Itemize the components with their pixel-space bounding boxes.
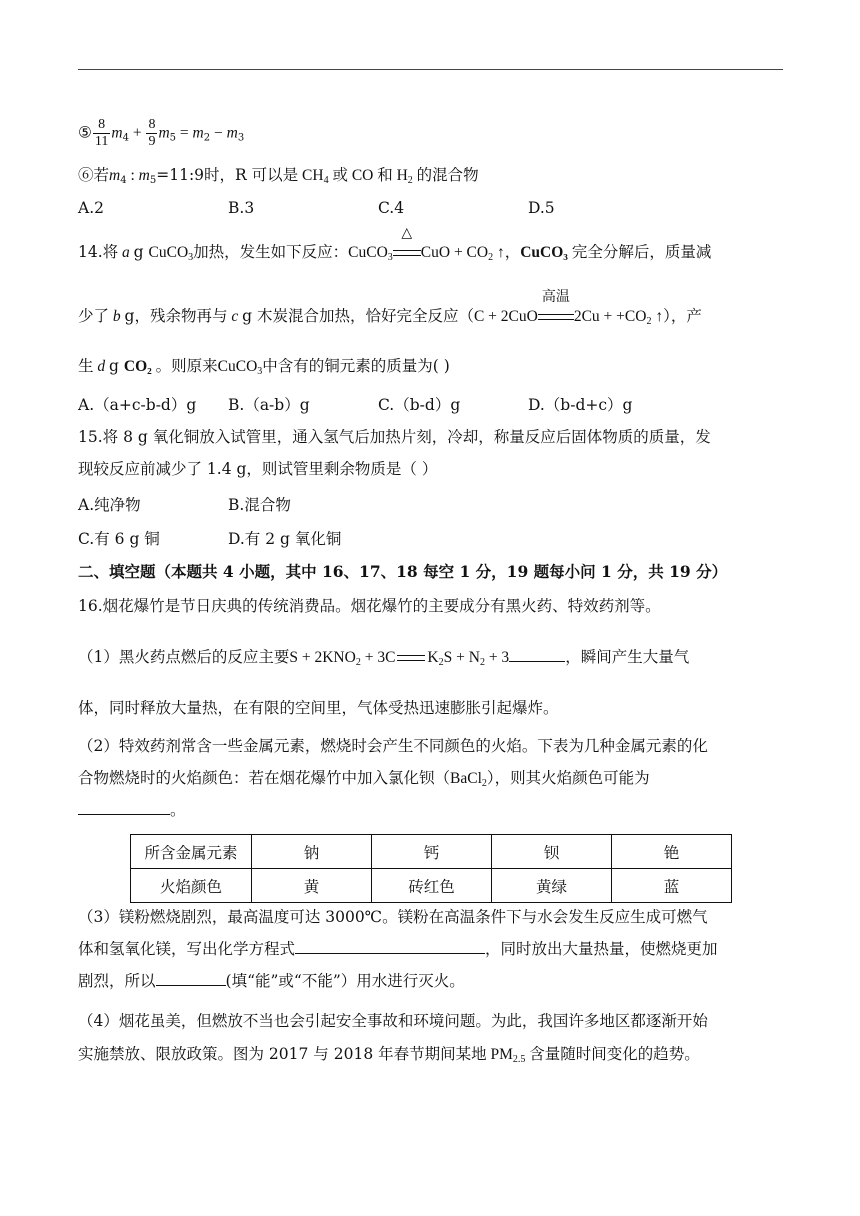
table-cell: 钡 <box>492 835 612 869</box>
flame-color-table <box>130 834 732 903</box>
q16-part2-line1: （2）特效药剂常含一些金属元素，燃烧时会产生不同颜色的火焰。下表为几种金属元素的化 <box>78 737 708 755</box>
q15-line2: 现较反应前减少了 1.4 g，则试管里剩余物质是（ ） <box>78 460 438 478</box>
q16-part2-line2: 合物燃烧时的火焰颜色：若在烟花爆竹中加入氯化钡（BaCl$_2$），则其火焰颜色可能为 <box>78 769 650 789</box>
table-cell: 砖红色 <box>372 869 492 903</box>
table-cell: 火焰颜色 <box>131 869 252 903</box>
q13-item5: ⑤ $\frac{8}{11}$ $m_4$ + $\frac{8}{9}$ $m_5 = m_2 - m_3$ <box>78 117 245 149</box>
table-cell: 所含金属元素 <box>131 835 252 869</box>
q13-option-a: A.2 <box>78 199 104 217</box>
table-cell: 钙 <box>372 835 492 869</box>
q15-option-d: D.有 2 g 氧化铜 <box>228 530 342 548</box>
q16-part3-line3: 剧烈，所以 (填“能”或“不能”）用水进行灭火。 <box>78 972 465 990</box>
q14-option-d: D.（b-d+c）g <box>528 396 633 414</box>
section2-heading: 二、填空题（本题共 4 小题，其中 16、17、18 每空 1 分，19 题每小问 1 分，共 19 分） <box>78 562 728 581</box>
q16-part2-line3: 。 <box>78 799 186 821</box>
q14-line3: 生 d g CO₂ 。则原来CuCO$_3$中含有的铜元素的质量为( ) <box>78 357 450 377</box>
table-cell: 黄绿 <box>492 869 612 903</box>
q14-option-a: A.（a+c-b-d）g <box>78 396 197 414</box>
q13-option-c: C.4 <box>378 199 405 217</box>
table-cell: 铯 <box>612 835 732 869</box>
header-rule <box>78 69 783 70</box>
q16-blank-1[interactable] <box>509 647 565 662</box>
q14-condition-label: 高温 <box>541 289 570 305</box>
table-cell: 黄 <box>252 869 372 903</box>
q15-option-a: A.纯净物 <box>78 496 141 514</box>
q16-part4-line1: （4）烟花虽美，但燃放不当也会引起安全事故和环境问题。为此，我国许多地区都逐渐开始 <box>78 1012 708 1030</box>
q16-intro: 16.烟花爆竹是节日庆典的传统消费品。烟花爆竹的主要成分有黑火药、特效药剂等。 <box>78 597 661 615</box>
q13-option-b: B.3 <box>228 199 255 217</box>
q16-blank-2[interactable] <box>78 800 170 815</box>
q13-option-d: D.5 <box>528 199 555 217</box>
q15-option-b: B.混合物 <box>228 496 291 514</box>
q16-part3-line2: 体和氢氧化镁，写出化学方程式 ，同时放出大量热量，使燃烧更加 <box>78 940 718 958</box>
q16-blank-4[interactable] <box>156 971 226 986</box>
table-row <box>131 869 732 903</box>
q14-line2: 少了 b g，残余物再与 c g 木炭混合加热，恰好完全反应（C + 2CuO 高温 $2Cu + +CO_2$ ↑），产 <box>78 289 702 327</box>
q16-part4-line2: 实施禁放、限放政策。图为 2017 与 2018 年春节期间某地 $PM_{2.5}$ 含量随时间变化的趋势。 <box>78 1045 700 1065</box>
q16-part1-line1: （1）黑火药点燃后的反应主要$S + 2KNO_2 + 3C$ $K_2S + N_2 + 3$ ，瞬间产生大量气 <box>78 648 690 668</box>
q15-option-c: C.有 6 g 铜 <box>78 530 160 548</box>
table-cell: 钠 <box>252 835 372 869</box>
q16-part3-line1: （3）镁粉燃烧剧烈，最高温度可达 3000℃。镁粉在高温条件下与水会发生反应生成可燃气 <box>78 908 708 926</box>
q15-line1: 15.将 8 g 氧化铜放入试管里，通入氢气后加热片刻，冷却，称量反应后固体物质的质量，发 <box>78 428 711 446</box>
q16-blank-3[interactable] <box>295 939 485 954</box>
q14-line1: 14.将 a g CuCO$_3$加热，发生如下反应：CuCO$_3$ △ CuO + $CO_2$ ↑，CuCO₃ 完全分解后，质量减 <box>78 225 712 263</box>
q16-part1-line2: 体，同时释放大量热，在有限的空间里，气体受热迅速膨胀引起爆炸。 <box>78 699 559 717</box>
table-header-row <box>131 835 732 869</box>
q14-option-c: C.（b-d）g <box>378 396 461 414</box>
q14-option-b: B.（a-b）g <box>228 396 310 414</box>
table-cell: 蓝 <box>612 869 732 903</box>
q13-item6: ⑥若$m_4$ : $m_5=11:9$时，R 可以是 $CH_4$ 或 CO 和 $H_2$ 的混合物 <box>78 166 479 186</box>
